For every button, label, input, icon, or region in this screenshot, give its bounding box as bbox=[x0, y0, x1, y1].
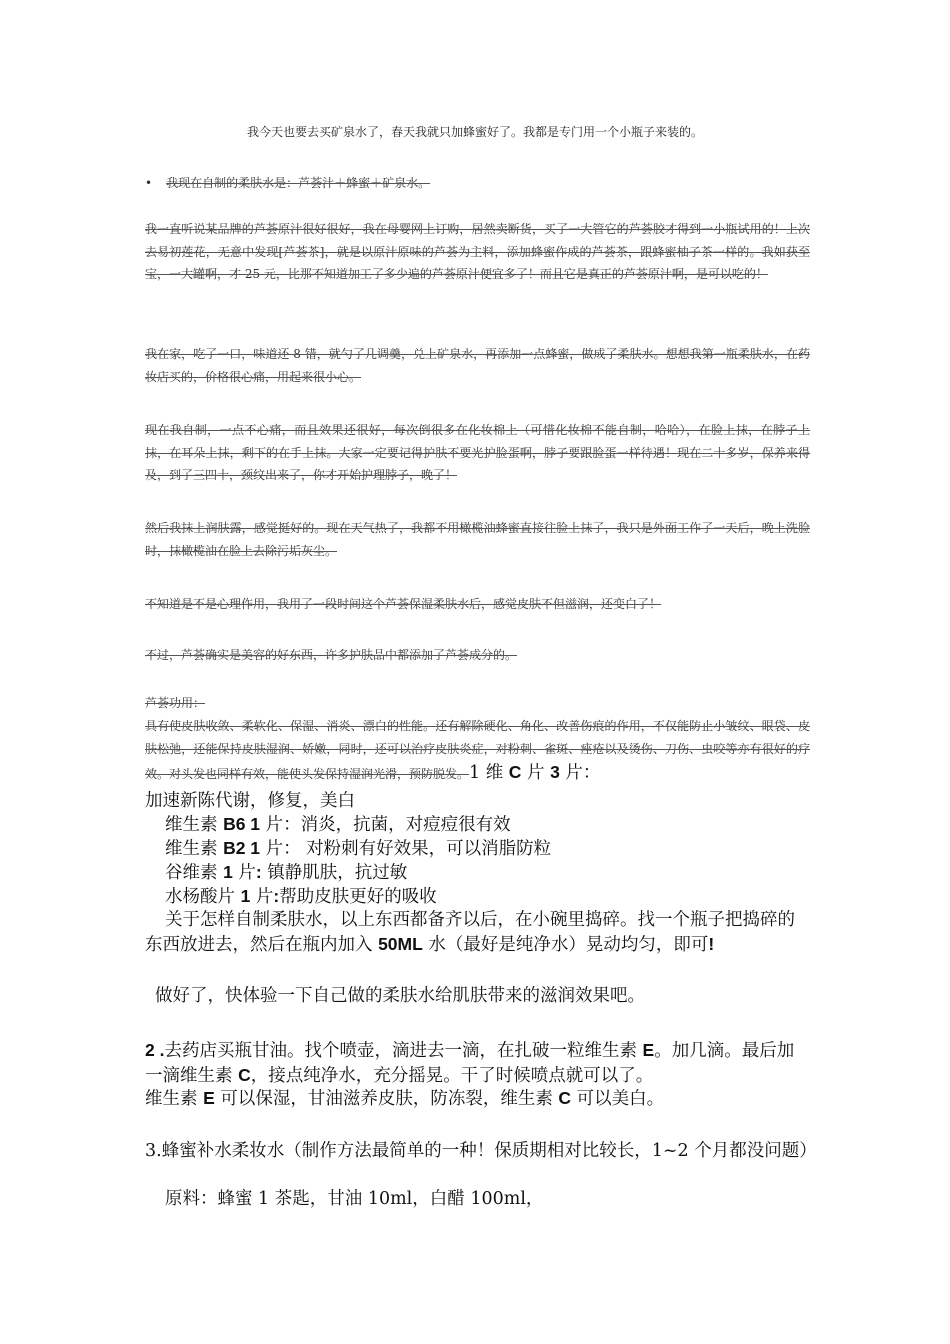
how-bang: ! bbox=[708, 933, 715, 954]
note-t3: 可以美白。 bbox=[571, 1089, 665, 1109]
method-3-ingredients: 原料：蜂蜜 1 茶匙，甘油 10ml，白醋 100ml， bbox=[165, 1189, 544, 1209]
paragraph-aloe-good-text: 不过，芦荟确实是美容的好东西，许多护肤品中都添加了芦荟成分的。 bbox=[145, 648, 518, 662]
sy-post2: 帮助皮肤更好的吸收 bbox=[279, 887, 437, 907]
method-3: 3.蜂蜜补水柔妆水（制作方法最简单的一种！保质期相对比较长，1~2 个月都没问题） bbox=[145, 1141, 817, 1161]
gu-pre: 谷维素 bbox=[165, 863, 224, 883]
paragraph-aloe-juice bbox=[145, 218, 810, 286]
vc-bold-c: C bbox=[508, 762, 522, 782]
vitamin-b2-line bbox=[145, 837, 830, 862]
gu-post2: 镇静肌肤，抗过敏 bbox=[261, 863, 408, 883]
paragraph-aloe-juice-text: 我一直听说某品牌的芦荟原汁很好很好，我在母婴网上订购，居然卖断货，买了一大管它的芦荟胶才得到一小瓶试用的！上次去易初莲花，无意中发现[芦荟茶]，就是以原汁原味的芦荟为主料，添加蜂蜜作成的芦荟茶，跟蜂蜜柚子茶一样的。我如获至宝，一大罐啊，才 25 元，比那不知道加工了多少遍的芦荟原汁便宜多了！而且它是真正的芦荟原汁啊，是可以吃的！ bbox=[145, 222, 810, 281]
oryzanol-line bbox=[145, 861, 830, 886]
sy-post: 片 bbox=[250, 887, 274, 907]
gu-colon: : bbox=[255, 862, 262, 882]
vc-mid: 片 bbox=[521, 763, 551, 783]
b2-pre: 维生素 bbox=[165, 839, 224, 859]
done-line: 做好了，快体验一下自己做的柔肤水给肌肤带来的滋润效果吧。 bbox=[155, 986, 645, 1006]
vitamin-c-line bbox=[469, 763, 600, 783]
paragraph-lotion-text: 然后我抹上润肤露，感觉挺好的。现在天气热了，我都不用橄榄油蜂蜜直接往脸上抹了，我只是外面工作了一天后，晚上洗脸时，抹橄榄油在脸上去除污垢灰尘。 bbox=[145, 521, 810, 558]
how-pre: 关于怎样自制柔肤水，以上东西都备齐以后，在小碗里捣碎。找一个瓶子把捣碎的东西放进去，然后在瓶内加入 bbox=[145, 910, 795, 955]
note-t1: 维生素 bbox=[145, 1089, 204, 1109]
aloe-function bbox=[145, 715, 810, 786]
gu-bold: 1 bbox=[223, 862, 233, 882]
intro-line: 我今天也要去买矿泉水了，春天我就只加蜂蜜好了。我都是专门用一个小瓶子来装的。 bbox=[246, 125, 703, 139]
note-bold-c: C bbox=[558, 1088, 572, 1108]
paragraph-home-text: 我在家，吃了一口，味道还 8 错，就勺了几调羹，兑上矿泉水，再添加一点蜂蜜，做成了柔肤水。想想我第一瓶柔肤水，在药妆店买的，价格很心痛，用起来很小心。 bbox=[145, 347, 810, 384]
sy-colon: : bbox=[273, 886, 280, 906]
paragraph-lotion bbox=[145, 517, 810, 562]
method-2-number: 2 . bbox=[145, 1040, 165, 1060]
sy-pre: 水杨酸片 bbox=[165, 887, 241, 907]
method-2-t3: ，接点纯净水，充分摇晃。干了时候喷点就可以了。 bbox=[250, 1065, 654, 1086]
sy-bold: 1 bbox=[240, 886, 251, 906]
b2-bold: B2 1 bbox=[223, 838, 261, 858]
paragraph-effect-text: 不知道是不是心理作用，我用了一段时间这个芦荟保湿柔肤水后，感觉皮肤不但滋润，还变白了！ bbox=[145, 597, 662, 611]
paragraph-self-made bbox=[145, 419, 810, 487]
how-post: 水（最好是纯净水）晃动均匀，即可 bbox=[422, 934, 709, 955]
b6-post: 片：消炎，抗菌，对痘痘很有效 bbox=[260, 815, 511, 835]
method-2-note bbox=[145, 1087, 810, 1112]
aloe-function-title bbox=[145, 692, 810, 715]
b6-bold: B6 1 bbox=[223, 814, 261, 834]
paragraph-aloe-good bbox=[145, 644, 810, 667]
bullet-text: 我现在自制的柔肤水是：芦荟汁＋蜂蜜＋矿泉水。 bbox=[166, 176, 431, 190]
bullet-line bbox=[145, 172, 810, 195]
vitamin-c-desc: 加速新陈代谢，修复，美白 bbox=[145, 791, 355, 811]
paragraph-home bbox=[145, 343, 810, 388]
gu-post: 片 bbox=[232, 863, 256, 883]
aloe-function-text: 具有使皮肤收敛、柔软化、保湿、消炎、漂白的性能。还有解除硬化、角化、改善伤痕的作用，不仅能防止小皱纹、眼袋、皮肤松弛，还能保持皮肤湿润、娇嫩，同时，还可以治疗皮肤炎症，对粉刺、雀斑、痤疮以及烫伤、刀伤、虫咬等亦有很好的疗效。对头发也同样有效，能使头发保持湿润光滑，预防脱发。 bbox=[145, 719, 810, 781]
b6-pre: 维生素 bbox=[165, 815, 224, 835]
vc-bold-3: 3 bbox=[550, 762, 560, 782]
vc-pre: 1 维 bbox=[469, 763, 509, 783]
bullet-dot-icon: • bbox=[145, 176, 153, 190]
note-t2: 可以保湿，甘油滋养皮肤，防冻裂，维生素 bbox=[214, 1089, 559, 1109]
vc-post: 片： bbox=[559, 763, 601, 783]
method-2 bbox=[145, 1039, 810, 1088]
paragraph-effect bbox=[145, 593, 810, 616]
method-2-t2: 。加几滴。最后加一滴维生素 bbox=[145, 1041, 795, 1086]
salicylic-line bbox=[145, 885, 830, 910]
method-2-bold-e: E bbox=[642, 1040, 655, 1060]
paragraph-self-made-text: 现在我自制，一点不心痛，而且效果还很好，每次倒很多在化妆棉上（可惜化妆棉不能自制，哈哈），在脸上抹，在脖子上抹，在耳朵上抹，剩下的在手上抹。大家一定要记得护肤不要光护脸蛋啊，脖子要跟脸蛋一样待遇！现在二十多岁，保养来得及，到了三四十，颈纹出来了，你才开始护理脖子，晚了！ bbox=[145, 423, 810, 482]
vitamin-b6-line bbox=[145, 813, 830, 838]
method-2-t1: 去药店买瓶甘油。找个喷壶，滴进去一滴，在扎破一粒维生素 bbox=[164, 1041, 643, 1061]
how-bold-50ml: 50ML bbox=[378, 933, 423, 954]
method-2-bold-c: C bbox=[238, 1064, 251, 1085]
aloe-function-title-text: 芦荟功用： bbox=[145, 696, 206, 710]
note-bold-e: E bbox=[203, 1088, 215, 1108]
how-to-paragraph bbox=[145, 909, 810, 957]
b2-post: 片： 对粉刺有好效果，可以消脂防粒 bbox=[260, 839, 552, 859]
